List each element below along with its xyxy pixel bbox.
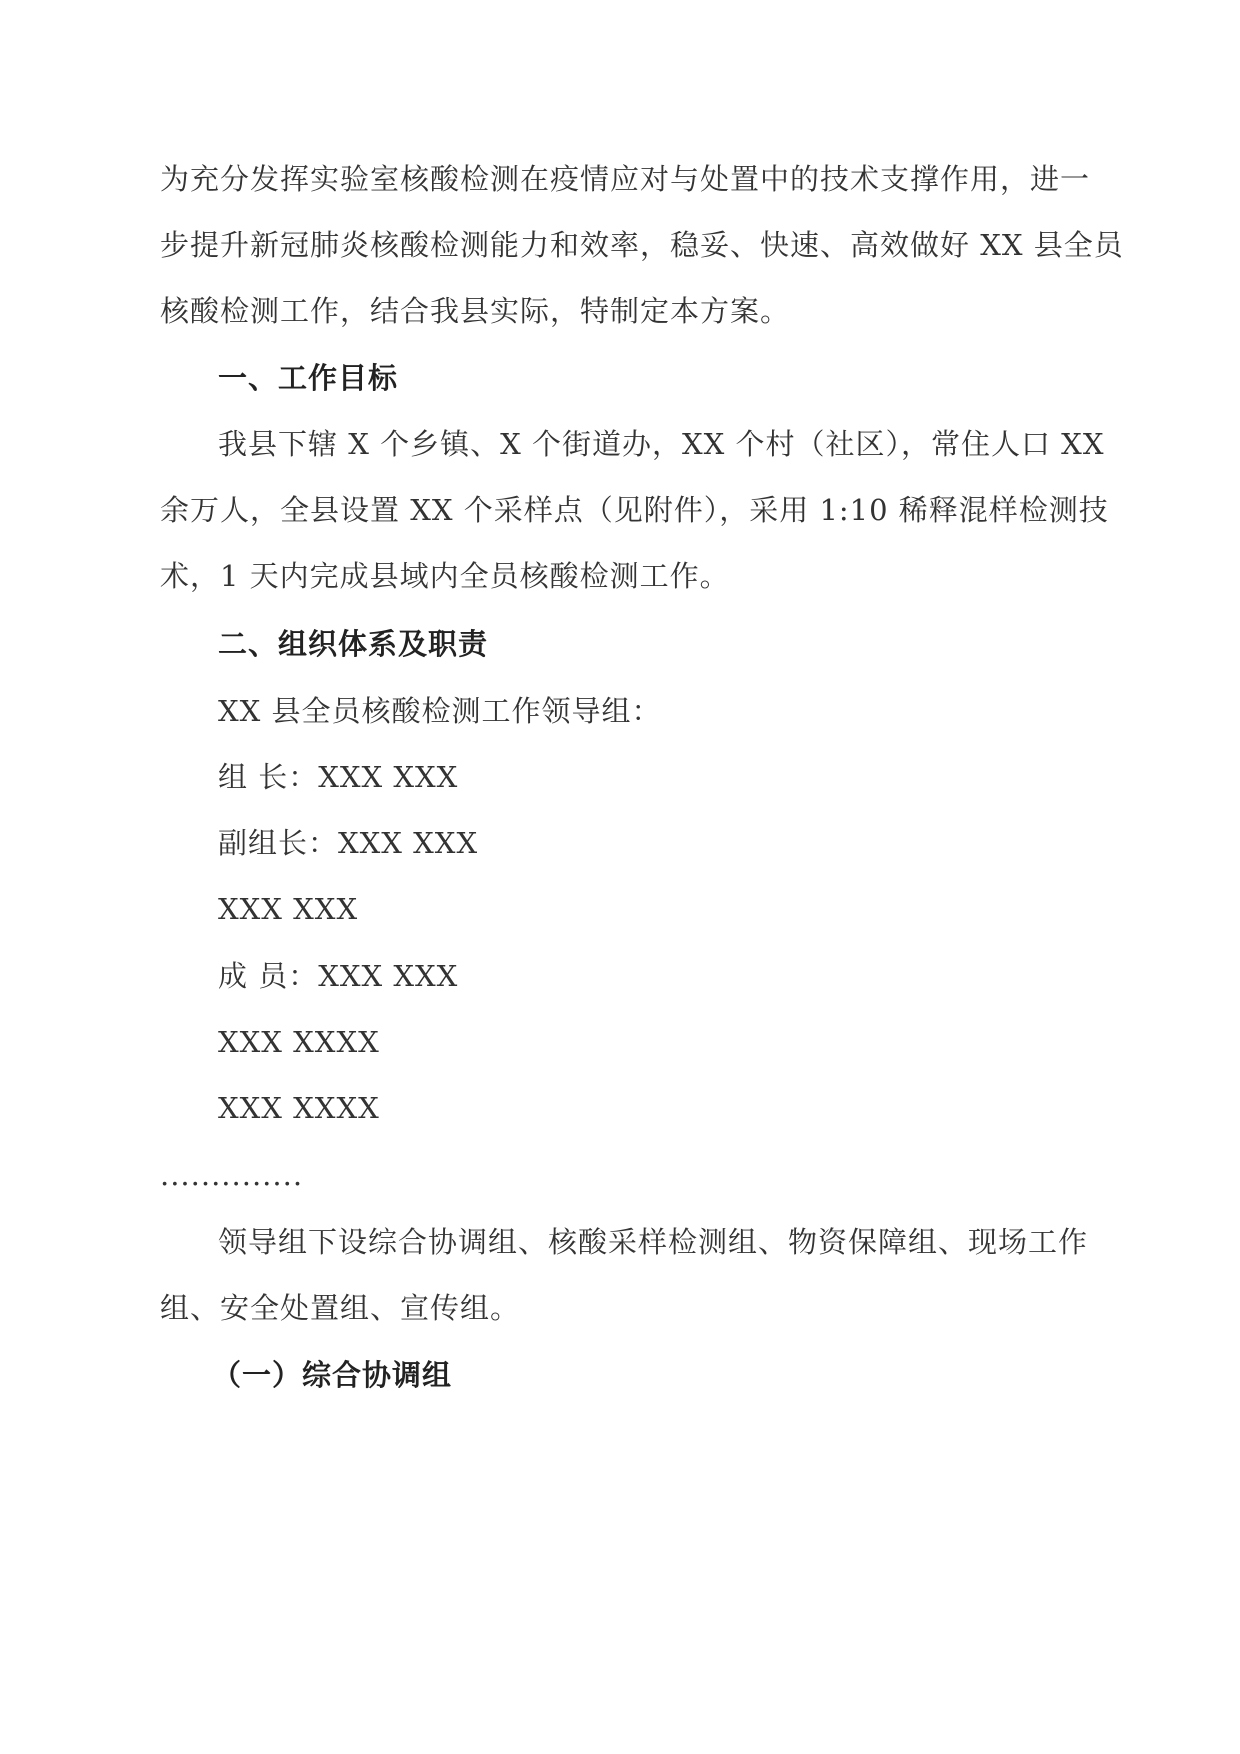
section-1-line-3: 术，1 天内完成县域内全员核酸检测工作。 bbox=[160, 559, 730, 593]
section-1-heading: 一、工作目标 bbox=[218, 361, 399, 395]
intro-line-3: 核酸检测工作，结合我县实际，特制定本方案。 bbox=[160, 294, 791, 328]
deputy-line-2: XXX XXX bbox=[218, 892, 359, 926]
subsection-1-heading: （一）综合协调组 bbox=[212, 1358, 453, 1392]
section-2-heading: 二、组织体系及职责 bbox=[218, 627, 489, 661]
section-1-line-2: 余万人，全县设置 XX 个采样点（见附件），采用 1:10 稀释混样检测技 bbox=[160, 493, 1109, 527]
intro-line-1: 为充分发挥实验室核酸检测在疫情应对与处置中的技术支撑作用，进一 bbox=[160, 162, 1091, 196]
section-1-line-1: 我县下辖 X 个乡镇、X 个街道办，XX 个村（社区），常住人口 XX bbox=[218, 427, 1105, 461]
leader-line: 组 长：XXX XXX bbox=[218, 760, 459, 794]
deputy-line: 副组长：XXX XXX bbox=[218, 826, 479, 860]
ellipsis: .............. bbox=[160, 1158, 304, 1192]
member-line-3: XXX XXXX bbox=[218, 1091, 380, 1125]
leadership-title: XX 县全员核酸检测工作领导组： bbox=[218, 694, 662, 728]
members-line: 成 员：XXX XXX bbox=[218, 959, 459, 993]
groups-line-1: 领导组下设综合协调组、核酸采样检测组、物资保障组、现场工作 bbox=[218, 1225, 1089, 1259]
member-line-2: XXX XXXX bbox=[218, 1025, 380, 1059]
groups-line-2: 组、安全处置组、宣传组。 bbox=[160, 1291, 521, 1325]
intro-line-2: 步提升新冠肺炎核酸检测能力和效率，稳妥、快速、高效做好 XX 县全员 bbox=[160, 228, 1124, 262]
